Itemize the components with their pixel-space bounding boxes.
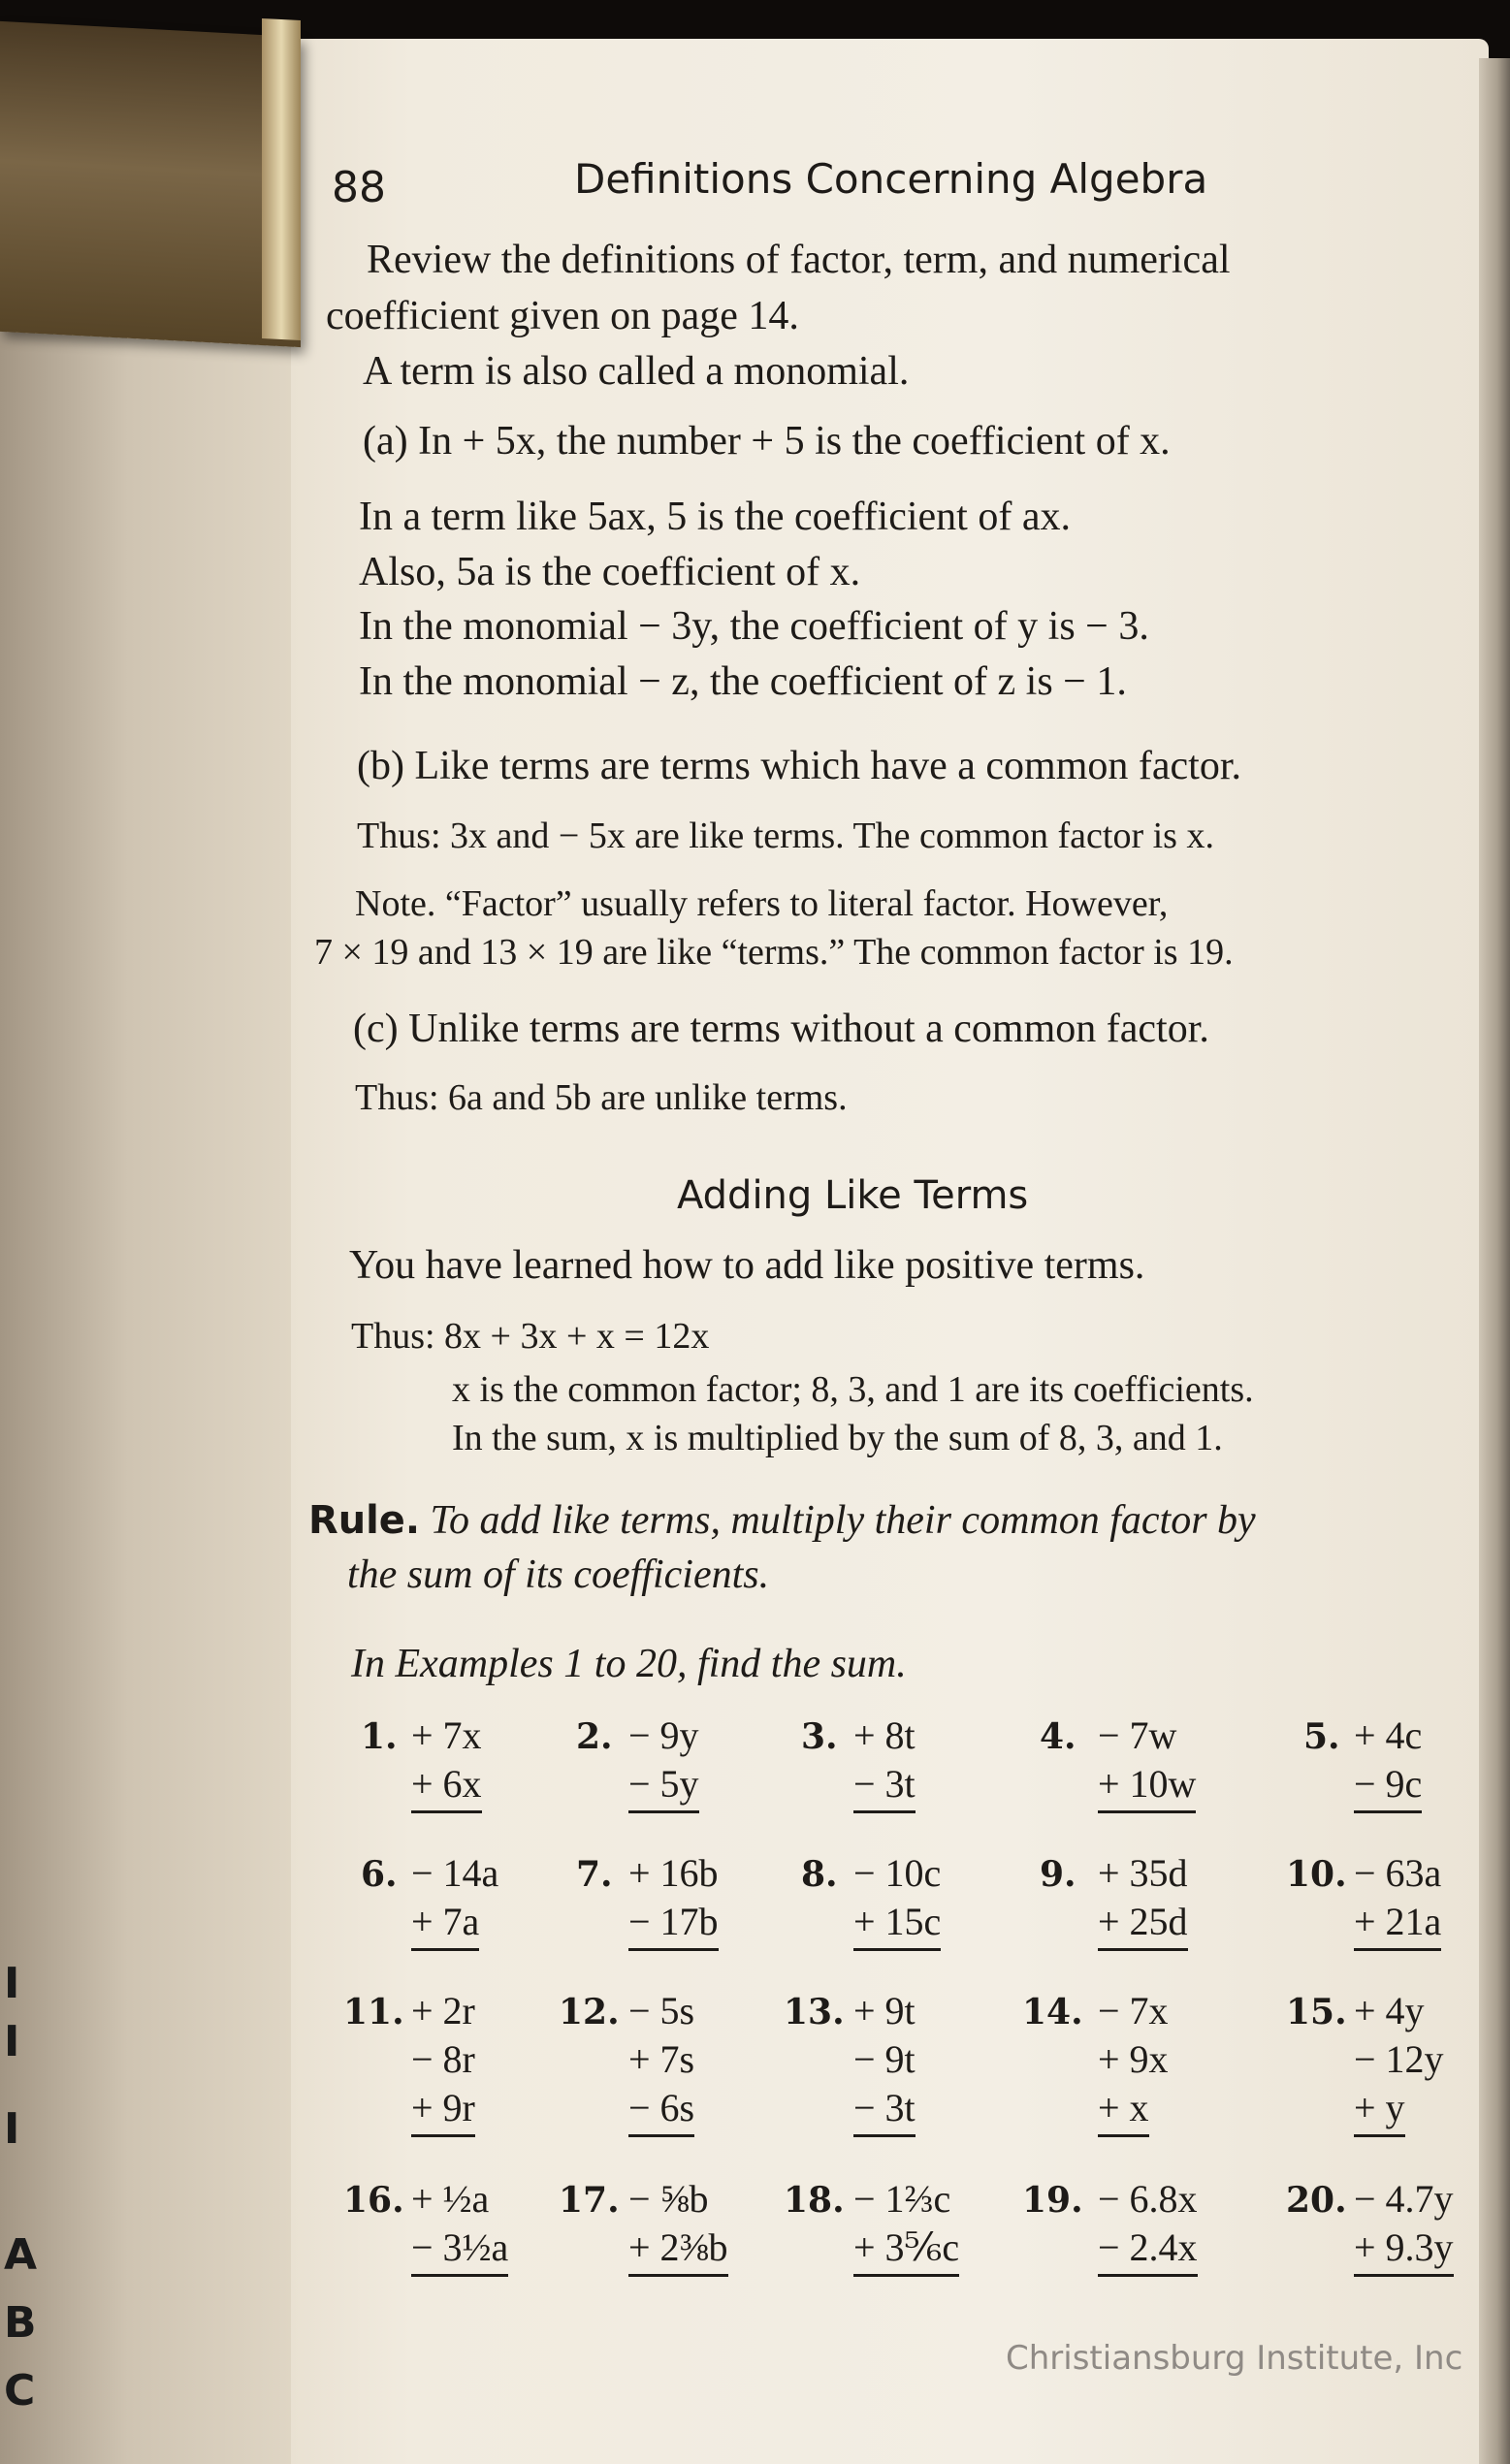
- intro-line-2: coefficient given on page 14.: [326, 294, 799, 338]
- part-b-note-2: 7 × 19 and 13 × 19 are like “terms.” The common factor is 19.: [314, 932, 1234, 973]
- example-number: 1.: [361, 1716, 398, 1757]
- example-number: 18.: [784, 2180, 845, 2221]
- example-addend-underlined: + 9.3y: [1354, 2224, 1454, 2277]
- example-addend: + 2r: [411, 1989, 475, 2032]
- example-addend: − 1⅔c: [853, 2177, 951, 2221]
- spine-letter: I: [4, 2017, 20, 2066]
- example-addend-underlined: − 6s: [628, 2085, 694, 2137]
- example-addend: + 9x: [1098, 2037, 1169, 2081]
- example-addend-underlined: + 6x: [411, 1761, 482, 1813]
- example-addend-underlined: + 25d: [1098, 1899, 1188, 1951]
- part-c-line-1: (c) Unlike terms are terms without a common factor.: [353, 1007, 1209, 1051]
- example-addend: + ½a: [411, 2177, 490, 2221]
- example-number: 17.: [559, 2180, 620, 2221]
- example-number: 10.: [1286, 1854, 1347, 1895]
- example-addend: − 14a: [411, 1851, 499, 1895]
- example-addend: + 7s: [628, 2037, 695, 2081]
- watermark: Christiansburg Institute, Inc: [1006, 2339, 1463, 2378]
- spine-letter: B: [4, 2298, 37, 2348]
- page-title: Definitions Concerning Algebra: [574, 155, 1208, 203]
- example-addend: − 10c: [853, 1851, 942, 1895]
- intro-line-1: Review the definitions of factor, term, and numerical: [367, 238, 1231, 282]
- example-addend-underlined: + 3⅚c: [853, 2224, 959, 2277]
- example-addend: + 9t: [853, 1989, 916, 2032]
- section-thus: Thus: 8x + 3x + x = 12x: [351, 1316, 710, 1357]
- example-number: 4.: [1040, 1716, 1076, 1757]
- example-addend-underlined: + 9r: [411, 2085, 475, 2137]
- example-addend: − ⅝b: [628, 2177, 709, 2221]
- rule-line-2: the sum of its coefficients.: [347, 1552, 770, 1597]
- example-addend-underlined: − 5y: [628, 1761, 699, 1813]
- example-addend-underlined: − 3½a: [411, 2224, 508, 2277]
- spine-letter: A: [4, 2230, 38, 2280]
- example-addend: − 5s: [628, 1989, 695, 2032]
- example-addend-underlined: + 2⅜b: [628, 2224, 728, 2277]
- example-addend-underlined: − 9c: [1354, 1761, 1422, 1813]
- example-number: 5.: [1303, 1716, 1340, 1757]
- example-number: 12.: [559, 1992, 620, 2032]
- section-explanation-2: In the sum, x is multiplied by the sum of 8, 3, and 1.: [452, 1418, 1223, 1458]
- example-number: 11.: [343, 1992, 404, 2032]
- example-addend: − 63a: [1354, 1851, 1442, 1895]
- example-addend: + 16b: [628, 1851, 719, 1895]
- binding-tape-edge: [262, 18, 301, 340]
- spine-letter: C: [4, 2366, 36, 2416]
- example-number: 19.: [1022, 2180, 1083, 2221]
- example-number: 7.: [576, 1854, 613, 1895]
- part-a-line-4: In the monomial − 3y, the coefficient of y is − 3.: [359, 604, 1149, 649]
- example-addend-underlined: − 3t: [853, 1761, 916, 1813]
- part-a-line-2: In a term like 5ax, 5 is the coefficient of ax.: [359, 495, 1071, 539]
- example-addend-underlined: − 3t: [853, 2085, 916, 2137]
- example-number: 8.: [801, 1854, 838, 1895]
- rule-line-1: [308, 1498, 1256, 1543]
- example-addend-underlined: + 21a: [1354, 1899, 1441, 1951]
- instructions: In Examples 1 to 20, find the sum.: [351, 1642, 907, 1686]
- example-number: 14.: [1022, 1992, 1083, 2032]
- example-addend-underlined: − 2.4x: [1098, 2224, 1198, 2277]
- page-number: 88: [332, 163, 386, 212]
- example-addend: − 9y: [628, 1713, 699, 1757]
- example-addend-underlined: + 10w: [1098, 1761, 1196, 1813]
- example-addend: − 8r: [411, 2037, 475, 2081]
- example-addend: + 35d: [1098, 1851, 1188, 1895]
- example-addend-underlined: − 17b: [628, 1899, 719, 1951]
- example-addend-underlined: + x: [1098, 2085, 1149, 2137]
- spine-letter: I: [4, 1959, 20, 2008]
- rule-label: Rule.: [308, 1498, 420, 1543]
- example-addend-underlined: + 15c: [853, 1899, 941, 1951]
- example-number: 9.: [1040, 1854, 1076, 1895]
- part-a-line-3: Also, 5a is the coefficient of x.: [359, 550, 861, 594]
- example-addend: − 6.8x: [1098, 2177, 1198, 2221]
- part-a-line-1: (a) In + 5x, the number + 5 is the coefficient of x.: [363, 419, 1171, 464]
- example-addend: − 7w: [1098, 1713, 1177, 1757]
- section-line-1: You have learned how to add like positive terms.: [349, 1243, 1145, 1288]
- example-addend: − 12y: [1354, 2037, 1444, 2081]
- example-addend: + 4c: [1354, 1713, 1423, 1757]
- example-number: 16.: [343, 2180, 404, 2221]
- example-addend: − 4.7y: [1354, 2177, 1454, 2221]
- example-addend: − 9t: [853, 2037, 916, 2081]
- example-number: 13.: [784, 1992, 845, 2032]
- rule-text-1: To add like terms, multiply their common factor by: [430, 1498, 1256, 1543]
- part-c-thus: Thus: 6a and 5b are unlike terms.: [355, 1077, 848, 1118]
- section-explanation-1: x is the common factor; 8, 3, and 1 are its coefficients.: [452, 1369, 1254, 1410]
- part-a-line-5: In the monomial − z, the coefficient of z is − 1.: [359, 659, 1127, 704]
- example-addend-underlined: + y: [1354, 2085, 1405, 2137]
- example-number: 20.: [1286, 2180, 1347, 2221]
- binding-tape: [0, 21, 301, 347]
- intro-line-3: A term is also called a monomial.: [363, 349, 910, 394]
- example-addend: + 4y: [1354, 1989, 1425, 2032]
- part-b-thus: Thus: 3x and − 5x are like terms. The common factor is x.: [357, 816, 1214, 856]
- example-addend: − 7x: [1098, 1989, 1169, 2032]
- right-page-edge: [1479, 58, 1510, 2464]
- example-number: 2.: [576, 1716, 613, 1757]
- spine-letter: I: [4, 2104, 20, 2154]
- example-number: 3.: [801, 1716, 838, 1757]
- example-addend: + 7x: [411, 1713, 482, 1757]
- left-page-stack: [0, 39, 320, 2464]
- part-b-note-1: Note. “Factor” usually refers to literal factor. However,: [355, 883, 1169, 924]
- example-addend-underlined: + 7a: [411, 1899, 479, 1951]
- part-b-line-1: (b) Like terms are terms which have a common factor.: [357, 744, 1241, 788]
- example-number: 15.: [1286, 1992, 1347, 2032]
- example-addend: + 8t: [853, 1713, 916, 1757]
- example-number: 6.: [361, 1854, 398, 1895]
- spine-letters: [0, 1959, 39, 2444]
- section-heading: Adding Like Terms: [677, 1173, 1029, 1218]
